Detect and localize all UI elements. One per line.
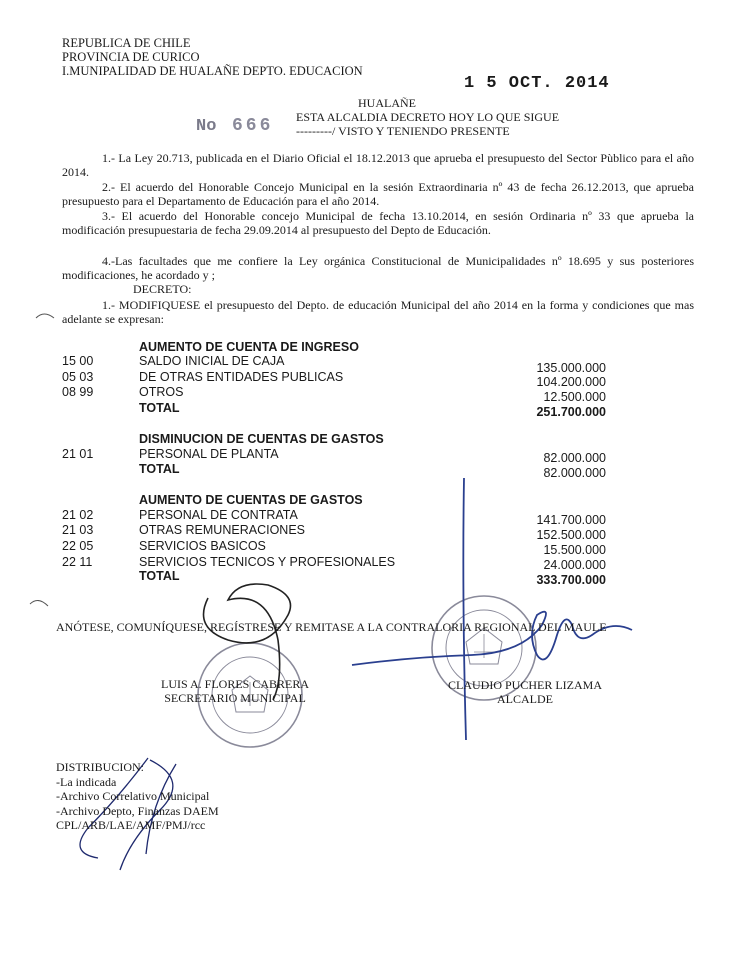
account-description: PERSONAL DE PLANTA: [139, 447, 279, 461]
closing-statement: ANÓTESE, COMUNÍQUESE, REGÍSTRESE Y REMITASE A LA CONTRALORIA REGIONAL DEL MAULE: [56, 620, 607, 634]
margin-mark: [30, 600, 48, 606]
account-description: SALDO INICIAL DE CAJA: [139, 354, 285, 368]
decree-point-1: 1.- MODIFIQUESE el presupuesto del Depto. de educación Municipal del año 2014 en la forma y condiciones que mas adelante se expresan:: [62, 298, 694, 326]
consideration-2: 2.- El acuerdo del Honorable Concejo Municipal en la sesión Extraordinaria nº 43 de fecha 26.12.2013, que aprueba presupuesto para el Departamento de Educación para el año 2014.: [62, 180, 694, 208]
total-label: TOTAL: [139, 401, 180, 415]
total-amount: 82.000.000: [543, 466, 606, 480]
account-amount: 152.500.000: [536, 528, 606, 542]
header-republic: REPUBLICA DE CHILE: [62, 36, 191, 50]
mayor-name: CLAUDIO PUCHER LIZAMA: [448, 678, 602, 692]
header-municipality: I.MUNIPALIDAD DE HUALAÑE DEPTO. EDUCACION: [62, 64, 363, 78]
account-code: 08 99: [62, 385, 94, 399]
account-code: 05 03: [62, 370, 94, 384]
consideration-4: 4.-Las facultades que me confiere la Ley orgánica Constitucional de Municipalidades nº 18.695 y sus posteriores modificaciones, he acordado y ;: [62, 254, 694, 282]
account-code: 15 00: [62, 354, 94, 368]
account-amount: 82.000.000: [543, 451, 606, 465]
distribution-title: DISTRIBUCION:: [56, 760, 145, 774]
mayor-signature-block: [425, 678, 625, 706]
distribution-initials: CPL/ARB/LAE/AMF/PMJ/rcc: [56, 818, 206, 832]
account-code: 22 05: [62, 539, 94, 553]
account-code: 21 02: [62, 508, 94, 522]
account-code: 21 01: [62, 447, 94, 461]
account-code: 21 03: [62, 523, 94, 537]
total-amount: 251.700.000: [536, 405, 606, 419]
secretary-title: SECRETARIO MUNICIPAL: [164, 691, 306, 705]
city-name: HUALAÑE: [358, 96, 416, 110]
account-amount: 104.200.000: [536, 375, 606, 389]
distribution-item: -Archivo Correlativo Municipal: [56, 789, 210, 803]
decree-number: 666: [232, 116, 274, 136]
margin-mark: [36, 314, 54, 318]
account-amount: 12.500.000: [543, 390, 606, 404]
secretary-signature-block: [140, 677, 330, 705]
date-stamp: 1 5 OCT. 2014: [464, 74, 610, 93]
account-description: OTRAS REMUNERACIONES: [139, 523, 305, 537]
total-label: TOTAL: [139, 569, 180, 583]
section-title: DISMINUCION DE CUENTAS DE GASTOS: [139, 432, 384, 446]
total-label: TOTAL: [139, 462, 180, 476]
account-amount: 141.700.000: [536, 513, 606, 527]
section-title: AUMENTO DE CUENTAS DE GASTOS: [139, 493, 363, 507]
account-description: PERSONAL DE CONTRATA: [139, 508, 298, 522]
section-title: AUMENTO DE CUENTA DE INGRESO: [139, 340, 359, 354]
account-description: SERVICIOS TECNICOS Y PROFESIONALES: [139, 555, 396, 569]
decreto-label: DECRETO:: [133, 282, 192, 296]
decree-line-1: ESTA ALCALDIA DECRETO HOY LO QUE SIGUE: [296, 110, 560, 124]
consideration-1: 1.- La Ley 20.713, publicada en el Diario Oficial el 18.12.2013 que aprueba el presupuesto del Sector Pùblico para el año 2014.: [62, 151, 694, 179]
account-amount: 135.000.000: [536, 361, 606, 375]
header-province: PROVINCIA DE CURICO: [62, 50, 200, 64]
account-description: SERVICIOS BASICOS: [139, 539, 266, 553]
mayor-title: ALCALDE: [497, 692, 553, 706]
total-amount: 333.700.000: [536, 573, 606, 587]
secretary-name: LUIS A. FLORES CABRERA: [160, 677, 310, 691]
consideration-3: 3.- El acuerdo del Honorable concejo Municipal de fecha 13.10.2014, en sesión Ordinaria nº 33 que aprueba la modificación presupuestaria de fecha 29.09.2014 al presupuesto del Depto de Educación.: [62, 209, 694, 237]
distribution-list: [56, 760, 219, 833]
distribution-item: -Archivo Depto, Finanzas DAEM: [56, 803, 219, 818]
account-amount: 24.000.000: [543, 558, 606, 572]
decree-line-2: ---------/ VISTO Y TENIENDO PRESENTE: [296, 124, 510, 138]
account-description: DE OTRAS ENTIDADES PUBLICAS: [139, 370, 344, 384]
distribution-item: -La indicada: [56, 774, 117, 789]
account-amount: 15.500.000: [543, 543, 606, 557]
account-code: 22 11: [62, 555, 93, 569]
decree-number-label: No: [196, 117, 217, 136]
account-description: OTROS: [139, 385, 184, 399]
